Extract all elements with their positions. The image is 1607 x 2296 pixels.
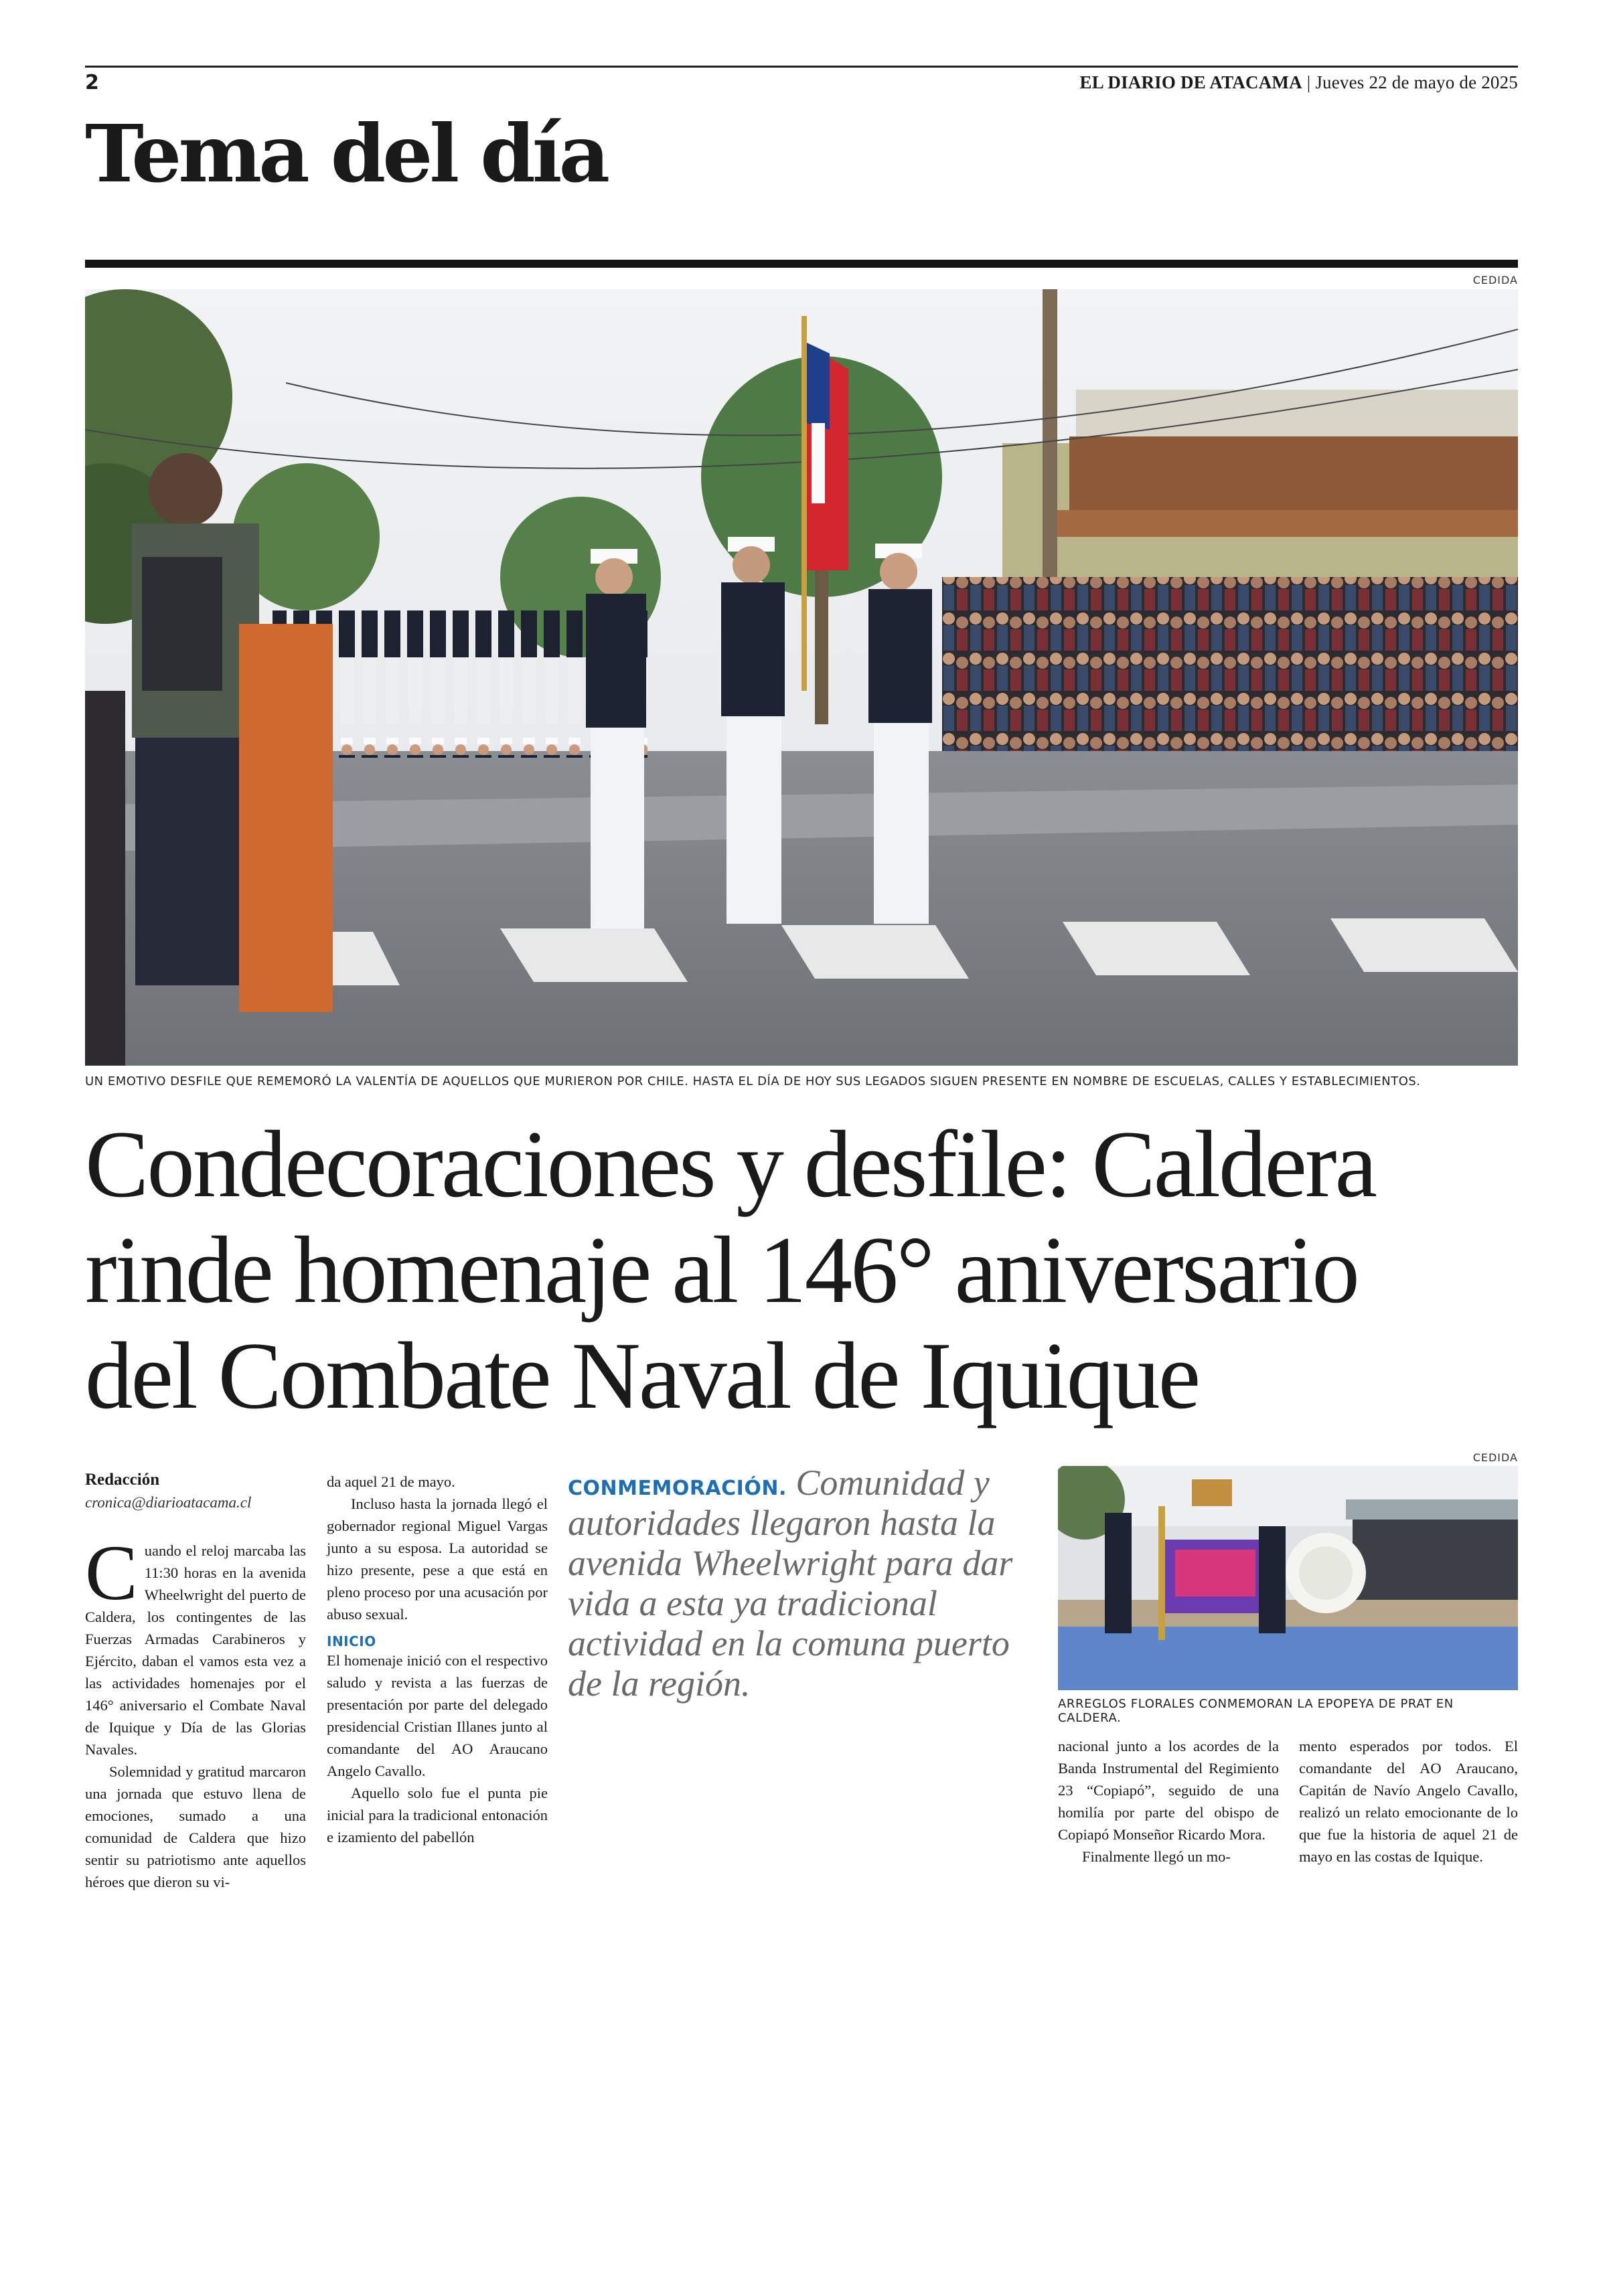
body-paragraph-6: Aquello solo fue el punta pie inicial para la tradicional entonación e izamiento del pabellón (327, 1785, 548, 1846)
byline-author: Redacción (85, 1471, 160, 1489)
drop-cap: C (85, 1529, 138, 1617)
pull-quote-kicker: CONMEMORACIÓN. (568, 1477, 787, 1500)
byline-email: cronica@diarioatacama.cl (85, 1494, 252, 1511)
headline-line-3: del Combate Naval de Iquique (85, 1323, 1199, 1428)
photo-credit: CEDIDA (1472, 274, 1518, 286)
headline-line-2: rinde homenaje al 146° aniversario (85, 1217, 1358, 1323)
section-rule (85, 260, 1518, 268)
floral-arrangements-photo (1058, 1466, 1518, 1690)
article-column-4 (1299, 1735, 1518, 1868)
headline-line-1: Condecoraciones y desfile: Caldera (85, 1111, 1376, 1217)
small-photo-credit: CEDIDA (1472, 1451, 1518, 1464)
article-column-2 (327, 1471, 548, 1848)
article-column-3 (1058, 1735, 1279, 1868)
body-paragraph-3: da aquel 21 de mayo. (327, 1473, 455, 1490)
publication-name: EL DIARIO DE ATACAMA (1079, 72, 1302, 92)
parade-photo (85, 289, 1518, 1066)
body-paragraph-5: El homenaje inició con el respectivo saludo y revista a las fuerzas de presentación por parte del delegado presidencial Cristian Illanes junto al comandante del AO Araucano Angelo Cavallo. (327, 1652, 548, 1779)
small-photo-caption: ARREGLOS FLORALES CONMEMORAN LA EPOPEYA DE PRAT EN CALDERA. (1058, 1697, 1454, 1725)
body-paragraph-1: uando el reloj marcaba las 11:30 horas en la avenida Wheelwright del puerto de Caldera, los contingentes de las Fuerzas Armadas Carabineros y Ejército, daban el vamos esta vez a las actividades homenajes por el 146° aniversario el Combate Naval de Iquique y Día de las Glorias Navales. (85, 1542, 306, 1758)
publication-date: Jueves 22 de mayo de 2025 (1315, 72, 1518, 92)
section-title: Tema del día (85, 107, 607, 200)
article-column-1 (85, 1529, 306, 1893)
headline (85, 1111, 1531, 1428)
body-paragraph-7: nacional junto a los acordes de la Banda Instrumental del Regimiento 23 “Copiapó”, seguido de una homilía por parte del obispo de Copiapó Monseñor Ricardo Mora. (1058, 1738, 1279, 1843)
main-photo-caption: UN EMOTIVO DESFILE QUE REMEMORÓ LA VALENTÍA DE AQUELLOS QUE MURIERON POR CHILE. HASTA EL DÍA DE HOY SUS LEGADOS SIGUEN PRESENTE EN NOMBRE DE ESCUELAS, CALLES Y ESTABLECIMIENTOS. (85, 1074, 1421, 1088)
body-paragraph-4: Incluso hasta la jornada llegó el gobernador regional Miguel Vargas junto a su esposa. La autoridad se hizo presente, pese a que está en pleno proceso por una acusación por abuso sexual. (327, 1495, 548, 1623)
page-number: 2 (85, 71, 99, 94)
masthead: EL DIARIO DE ATACAMA | Jueves 22 de mayo de 2025 (1079, 72, 1518, 92)
body-paragraph-2: Solemnidad y gratitud marcaron una jornada que estuvo llena de emociones, sumado a una comunidad de Caldera que hizo sentir su patriotismo ante aquellos héroes que dieron su vi- (85, 1763, 306, 1890)
body-paragraph-9: mento esperados por todos. El comandante del AO Araucano, Capitán de Navío Angelo Cavallo, realizó un relato emocionante de lo que fue la historia de aquel 21 de mayo en las costas de Iquique. (1299, 1738, 1518, 1865)
top-rule (85, 66, 1518, 68)
pull-quote-text: Comunidad y autoridades llegaron hasta la avenida Wheelwright para dar vida a esta ya tradicional actividad en la comuna puerto de la región. (568, 1463, 1013, 1704)
subheading-inicio: INICIO (327, 1633, 376, 1649)
pull-quote (568, 1463, 1037, 1704)
body-paragraph-8: Finalmente llegó un mo- (1082, 1848, 1231, 1865)
